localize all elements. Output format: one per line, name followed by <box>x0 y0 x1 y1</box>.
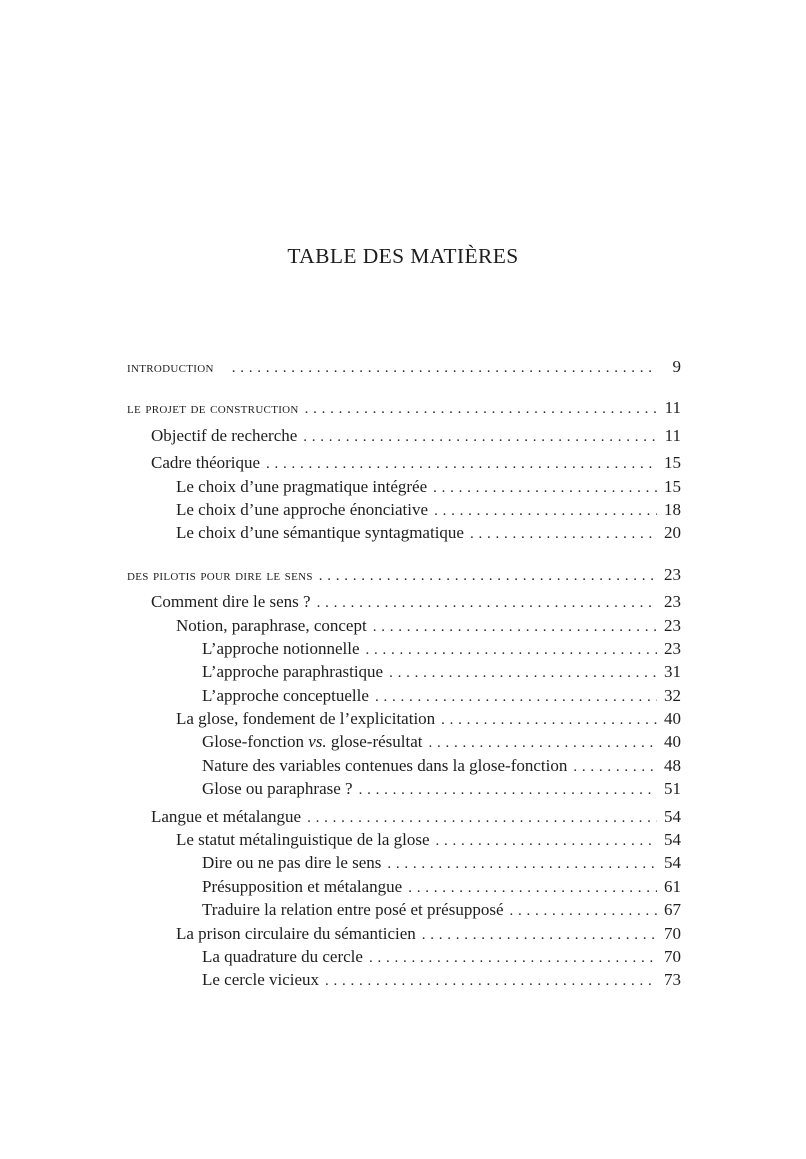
toc-entry-page: 51 <box>664 779 681 799</box>
toc-entry-label: Dire ou ne pas dire le sens <box>202 853 382 873</box>
toc-entry-comment-dire-sens[interactable] <box>127 590 681 613</box>
toc-entry-page: 11 <box>664 425 681 445</box>
toc-entry-page: 61 <box>664 876 681 896</box>
dot-leader <box>436 830 657 853</box>
toc-entry-notion-paraphrase-concept[interactable] <box>127 614 681 637</box>
dot-leader <box>232 357 657 380</box>
toc-entry-page: 54 <box>664 853 681 873</box>
toc-entry-page: 15 <box>664 453 681 473</box>
toc-entry-pragmatique-integree[interactable] <box>127 475 681 498</box>
toc-entry-approche-paraphrastique[interactable] <box>127 660 681 683</box>
toc-entry-label: introduction <box>127 359 214 376</box>
toc-entry-page: 70 <box>664 946 681 966</box>
toc-entry-quadrature-cercle[interactable] <box>127 945 681 968</box>
toc-entry-langue-metalangue[interactable] <box>127 805 681 828</box>
toc-entry-approche-notionnelle[interactable] <box>127 637 681 660</box>
dot-leader <box>408 877 657 900</box>
toc-entry-page: 70 <box>664 923 681 943</box>
toc-entry-page: 11 <box>664 398 681 418</box>
toc-entry-semantique-syntagmatique[interactable] <box>127 521 681 544</box>
dot-leader <box>422 924 657 947</box>
toc-entry-objectif-recherche[interactable] <box>127 424 681 447</box>
toc-entry-label: Le choix d’une pragmatique intégrée <box>176 476 428 496</box>
dot-leader <box>319 565 657 588</box>
dot-leader <box>317 592 657 615</box>
dot-leader <box>433 477 657 500</box>
toc-entry-label <box>202 730 423 753</box>
dot-leader <box>434 500 657 523</box>
dot-leader <box>429 732 658 755</box>
label-part-italic: vs. <box>308 732 327 752</box>
toc-entry-page: 18 <box>664 499 681 519</box>
toc-entry-label: La quadrature du cercle <box>202 946 363 966</box>
dot-leader <box>441 709 657 732</box>
toc-entry-page: 54 <box>664 830 681 850</box>
toc-entry-projet-construction[interactable] <box>127 396 681 419</box>
toc-entry-label: L’approche notionnelle <box>202 638 360 658</box>
toc-entry-label: Notion, paraphrase, concept <box>176 615 367 635</box>
toc-entry-dire-ou-ne-pas-dire[interactable] <box>127 851 681 874</box>
toc-entry-prison-circulaire[interactable] <box>127 922 681 945</box>
toc-entry-nature-variables[interactable] <box>127 754 681 777</box>
toc-entry-page: 67 <box>664 900 681 920</box>
dot-leader <box>266 453 657 476</box>
toc-entry-label: L’approche conceptuelle <box>202 685 369 705</box>
dot-leader <box>389 662 657 685</box>
toc-entry-cadre-theorique[interactable] <box>127 451 681 474</box>
table-of-contents <box>127 355 681 992</box>
toc-entry-page: 54 <box>664 806 681 826</box>
toc-entry-page: 23 <box>664 638 681 658</box>
toc-entry-label: Cadre théorique <box>151 453 261 473</box>
dot-leader <box>387 853 657 876</box>
label-part-before: Glose-fonction <box>202 732 309 752</box>
toc-entry-label: le projet de construction <box>127 400 299 418</box>
toc-entry-page: 48 <box>664 755 681 775</box>
dot-leader <box>369 947 657 970</box>
toc-entry-page: 32 <box>664 685 681 705</box>
toc-entry-page: 73 <box>664 970 681 990</box>
toc-entry-page: 40 <box>664 709 681 729</box>
dot-leader <box>573 756 657 779</box>
toc-entry-page: 23 <box>664 564 681 584</box>
toc-entry-label: Nature des variables contenues dans la glose-fonction <box>202 755 568 775</box>
toc-entry-label: Présupposition et métalangue <box>202 876 403 896</box>
dot-leader <box>510 900 657 923</box>
toc-entry-page: 23 <box>664 592 681 612</box>
toc-entry-cercle-vicieux[interactable] <box>127 968 681 991</box>
toc-entry-label: Le statut métalinguistique de la glose <box>176 830 430 850</box>
toc-entry-page: 9 <box>672 357 681 376</box>
toc-entry-label: Glose ou paraphrase ? <box>202 779 353 799</box>
toc-entry-label: Le choix d’une sémantique syntagmatique <box>176 523 464 543</box>
toc-entry-label: Le cercle vicieux <box>202 970 320 990</box>
dot-leader <box>470 523 657 546</box>
toc-entry-pilotis[interactable] <box>127 563 681 586</box>
toc-entry-page: 31 <box>664 662 681 682</box>
dot-leader <box>373 616 657 639</box>
toc-entry-statut-metalinguistique[interactable] <box>127 828 681 851</box>
dot-leader <box>307 807 657 830</box>
toc-entry-label: Le choix d’une approche énonciative <box>176 499 429 519</box>
toc-entry-introduction[interactable] <box>127 355 681 378</box>
toc-entry-presupposition-metalangue[interactable] <box>127 875 681 898</box>
page-title: TABLE DES MATIÈRES <box>287 244 519 268</box>
toc-entry-page: 40 <box>664 732 681 752</box>
toc-entry-label: Traduire la relation entre posé et présupposé <box>202 900 504 920</box>
toc-entry-traduire-relation[interactable] <box>127 898 681 921</box>
toc-entry-page: 23 <box>664 615 681 635</box>
toc-entry-label: des pilotis pour dire le sens <box>127 566 313 584</box>
toc-entry-glose-ou-paraphrase[interactable] <box>127 777 681 800</box>
dot-leader <box>303 426 657 449</box>
toc-entry-glose-fondement[interactable] <box>127 707 681 730</box>
toc-entry-page: 15 <box>664 476 681 496</box>
toc-entry-label: Langue et métalangue <box>151 806 302 826</box>
toc-entry-label: L’approche paraphrastique <box>202 662 384 682</box>
toc-entry-approche-conceptuelle[interactable] <box>127 684 681 707</box>
toc-entry-glose-fonction-vs-resultat[interactable] <box>127 730 681 753</box>
toc-entry-label: Comment dire le sens ? <box>151 592 311 612</box>
dot-leader <box>375 686 657 709</box>
toc-entry-label: La glose, fondement de l’explicitation <box>176 709 436 729</box>
dot-leader <box>305 398 657 421</box>
toc-entry-label: Objectif de recherche <box>151 425 298 445</box>
dot-leader <box>359 779 657 802</box>
toc-entry-page: 20 <box>664 523 681 543</box>
label-part-after: glose-résultat <box>326 732 423 752</box>
toc-entry-approche-enonciative[interactable] <box>127 498 681 521</box>
dot-leader <box>325 970 657 993</box>
dot-leader <box>366 639 657 662</box>
toc-entry-label: La prison circulaire du sémanticien <box>176 923 416 943</box>
